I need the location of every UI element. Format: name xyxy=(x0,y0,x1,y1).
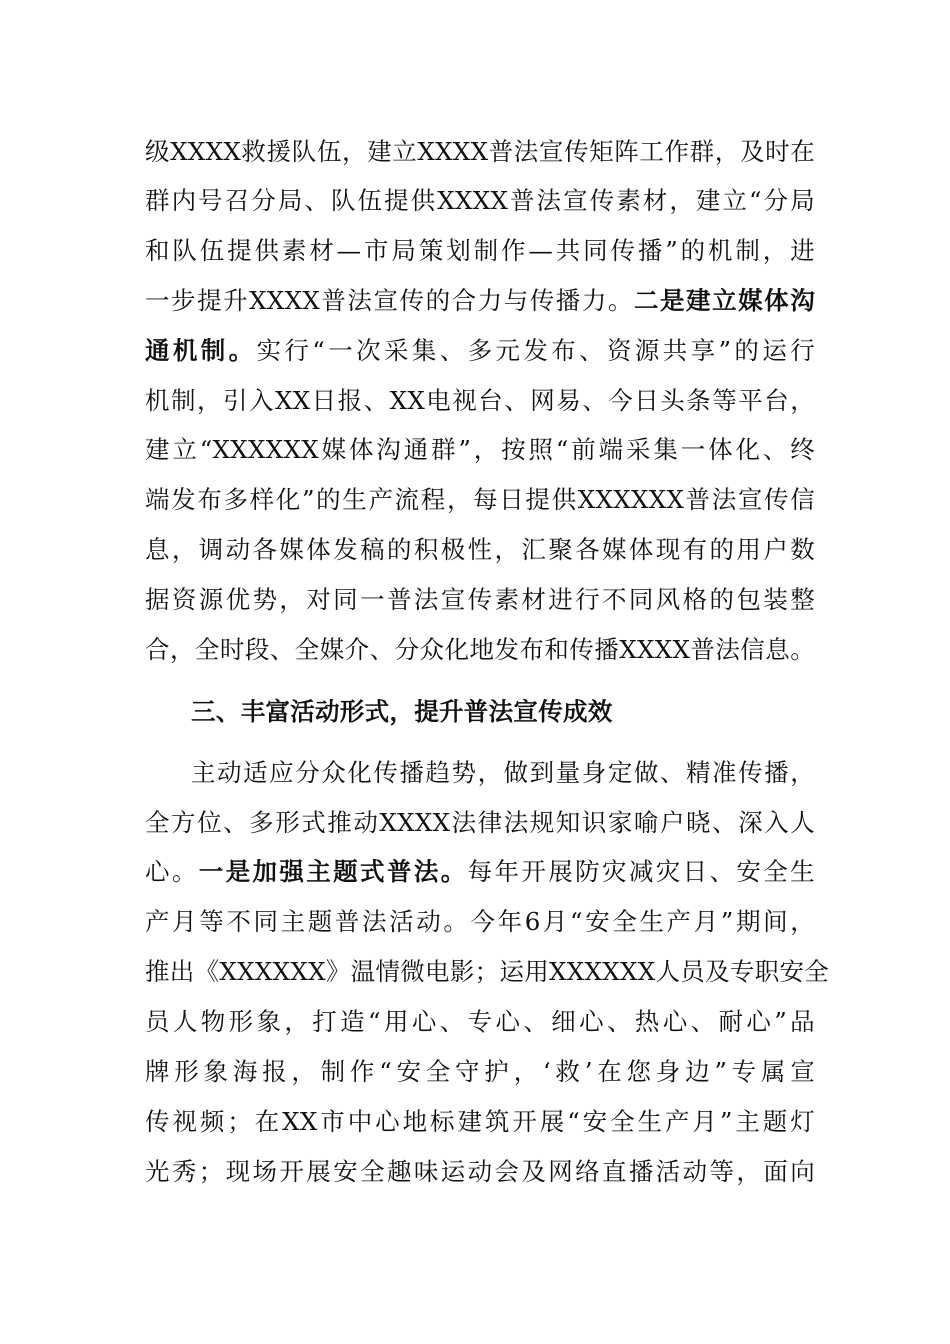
bold-point-heading: 一是加强主题式普法。 xyxy=(198,857,468,886)
paragraph-line xyxy=(145,857,815,887)
paragraph-line xyxy=(145,286,815,316)
bold-point-heading: 二是建立媒体沟 xyxy=(633,286,816,315)
paragraph-line: 和队伍提供素材—市局策划制作—共同传播”的机制，进 xyxy=(145,236,815,265)
paragraph-text: 每年开展防灾减灾日、安全生 xyxy=(467,857,815,886)
paragraph-line: 据资源优势，对同一普法宣传素材进行不同风格的包装整 xyxy=(145,585,815,614)
paragraph-line: 推出《XXXXXX》温情微电影；运用XXXXXX人员及专职安全 xyxy=(145,957,830,986)
paragraph-line: 全方位、多形式推动XXXX法律法规知识家喻户晓、深入人 xyxy=(145,808,815,837)
paragraph-line: 产月等不同主题普法活动。今年6月“安全生产月”期间， xyxy=(145,907,815,936)
paragraph-line xyxy=(145,336,815,366)
paragraph-line: 群内号召分局、队伍提供XXXX普法宣传素材，建立“分局 xyxy=(145,186,815,215)
paragraph-line: 机制，引入XX日报、XX电视台、网易、今日头条等平台， xyxy=(145,386,815,415)
bold-point-heading: 通机制。 xyxy=(145,336,257,365)
paragraph-line: 光秀；现场开展安全趣味运动会及网络直播活动等，面向 xyxy=(145,1157,815,1186)
paragraph-line: 端发布多样化”的生产流程，每日提供XXXXXX普法宣传信 xyxy=(145,485,815,514)
paragraph-line: 合，全时段、全媒介、分众化地发布和传播XXXX普法信息。 xyxy=(145,635,815,664)
paragraph-line: 建立“XXXXXX媒体沟通群”，按照“前端采集一体化、终 xyxy=(145,435,815,464)
paragraph-line: 息，调动各媒体发稿的积极性，汇聚各媒体现有的用户数 xyxy=(145,535,815,564)
paragraph-line: 牌形象海报，制作“安全守护，‘救’在您身边”专属宣 xyxy=(145,1057,815,1086)
paragraph-text: 一步提升XXXX普法宣传的合力与传播力。 xyxy=(145,286,634,315)
paragraph-line: 主动适应分众化传播趋势，做到量身定做、精准传播， xyxy=(191,758,815,787)
paragraph-text: 心。 xyxy=(145,857,199,886)
paragraph-text: 实行“一次采集、多元发布、资源共享”的运行 xyxy=(256,336,815,365)
paragraph-line: 员人物形象，打造“用心、专心、细心、热心、耐心”品 xyxy=(145,1007,815,1036)
section-heading: 三、丰富活动形式，提升普法宣传成效 xyxy=(191,697,613,726)
paragraph-line: 级XXXX救援队伍，建立XXXX普法宣传矩阵工作群，及时在 xyxy=(145,137,815,166)
paragraph-line: 传视频；在XX市中心地标建筑开展“安全生产月”主题灯 xyxy=(145,1107,815,1136)
